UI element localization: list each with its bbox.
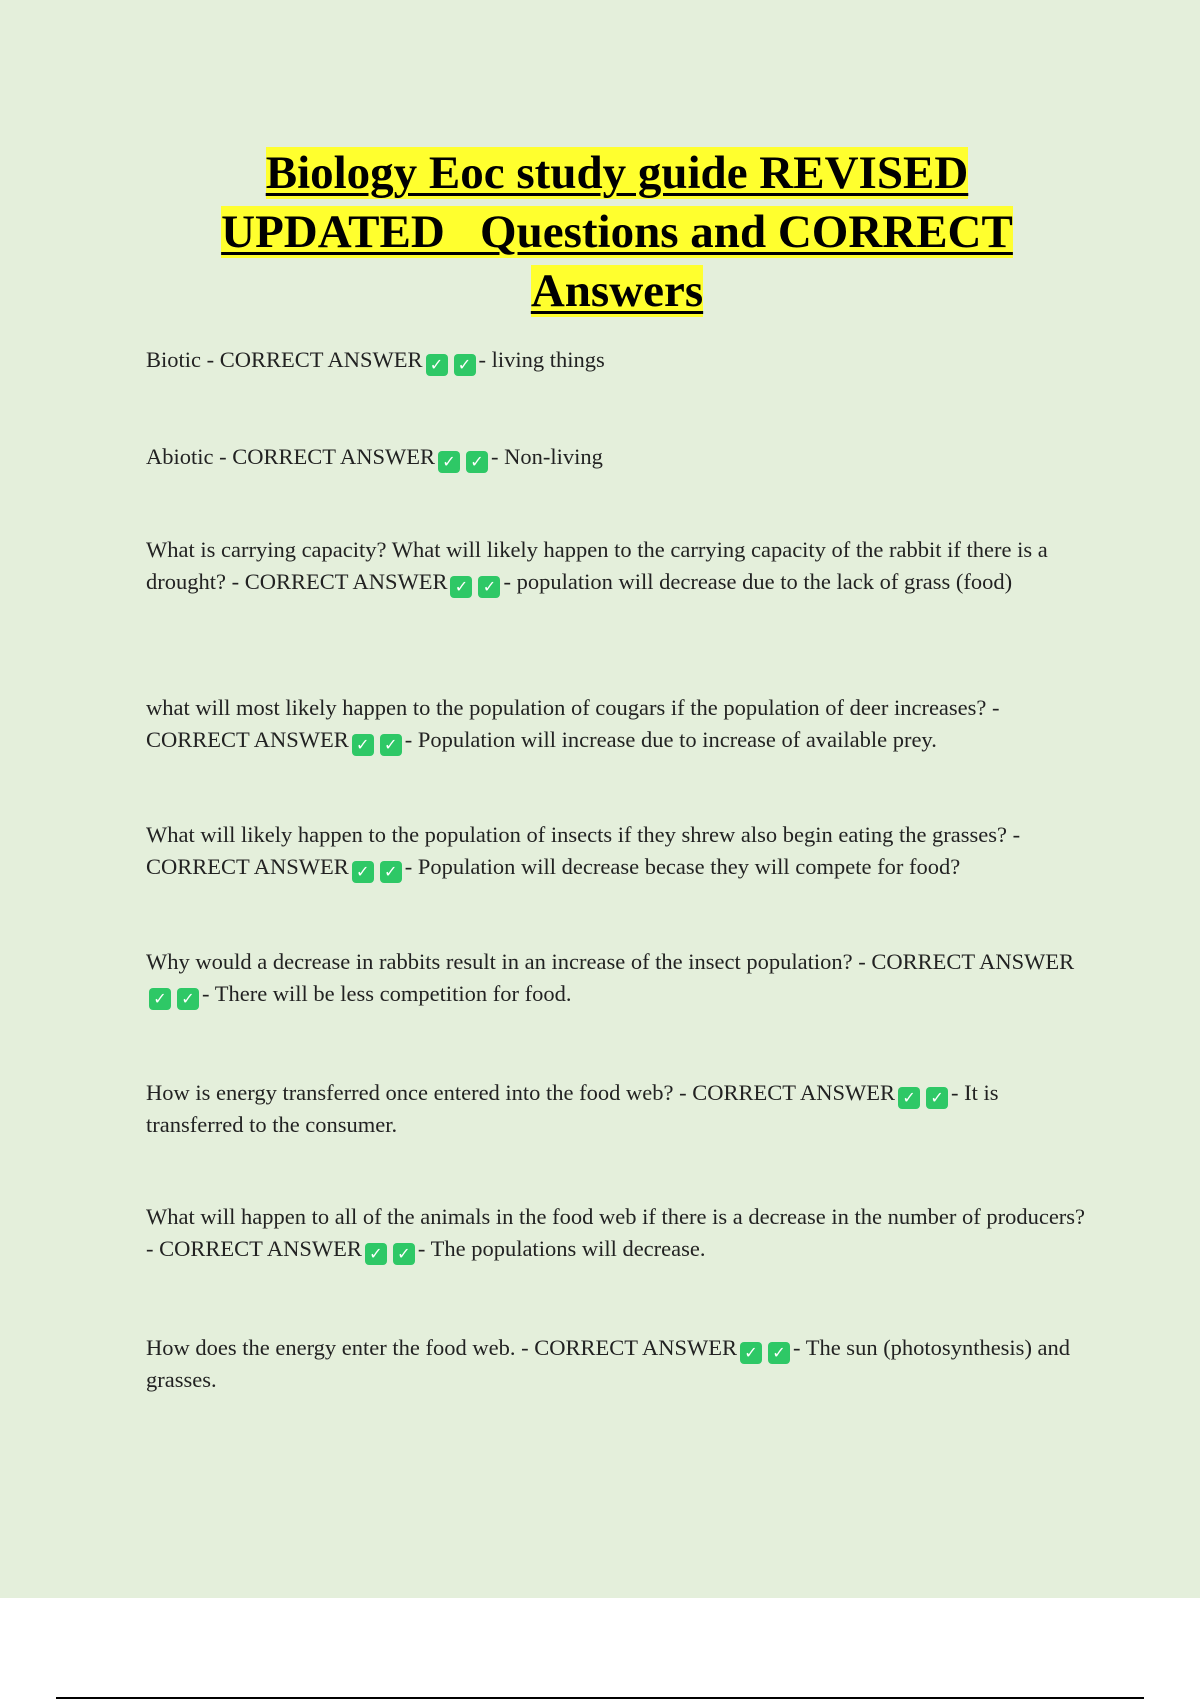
qa-entry: Biotic - CORRECT ANSWER ✓ ✓ - living things xyxy=(146,347,605,374)
check-icon: ✓ xyxy=(466,451,488,473)
check-icon: ✓ xyxy=(478,576,500,598)
title-line: Biology Eoc study guide REVISED xyxy=(265,147,969,199)
answer-marker: CORRECT ANSWER xyxy=(146,854,349,879)
answer-text: The populations will decrease. xyxy=(430,1236,706,1261)
answer-text: population will decrease due to the lack of grass (food) xyxy=(516,569,1013,594)
qa-entry: Why would a decrease in rabbits result in an increase of the insect population? - CORRECT ANSWER✓ ✓ - There will be less competition for food. xyxy=(146,949,1075,1008)
check-icon: ✓ xyxy=(380,861,402,883)
question-text: What will likely happen to the population of insects if they shrew also begin eating the grasses? xyxy=(146,822,1008,847)
answer-marker: CORRECT ANSWER xyxy=(534,1335,737,1360)
check-icon: ✓ xyxy=(450,576,472,598)
question-text: How is energy transferred once entered into the food web? xyxy=(146,1080,674,1105)
check-icon: ✓ xyxy=(352,861,374,883)
question-text: What is carrying capacity? What will likely happen to the carrying capacity of the rabbit if there is a drought? xyxy=(146,537,1048,594)
document-title xyxy=(100,144,1134,321)
check-icon: ✓ xyxy=(352,734,374,756)
check-icon: ✓ xyxy=(740,1342,762,1364)
answer-marker: CORRECT ANSWER xyxy=(232,444,435,469)
check-icon: ✓ xyxy=(438,451,460,473)
answer-text: Non-living xyxy=(504,444,603,469)
answer-text: The sun (photosynthesis) and grasses. xyxy=(146,1335,1071,1392)
check-icon: ✓ xyxy=(926,1087,948,1109)
answer-text: living things xyxy=(491,347,605,372)
question-text: Why would a decrease in rabbits result in an increase of the insect population? xyxy=(146,949,853,974)
question-text: Abiotic xyxy=(146,444,214,469)
check-icon: ✓ xyxy=(365,1243,387,1265)
question-text: what will most likely happen to the population of cougars if the population of deer increases? xyxy=(146,695,987,720)
check-icon: ✓ xyxy=(768,1342,790,1364)
qa-entry: What will happen to all of the animals in the food web if there is a decrease in the number of producers? - CORRECT ANSWER ✓ ✓ - The populations will decrease. xyxy=(146,1204,1086,1263)
title-line: Answers xyxy=(530,265,704,317)
footer-divider xyxy=(56,1697,1144,1699)
answer-marker: CORRECT ANSWER xyxy=(219,347,423,372)
answer-marker: CORRECT ANSWER xyxy=(146,727,349,752)
qa-entry: Abiotic - CORRECT ANSWER ✓ ✓ - Non-living xyxy=(146,444,603,471)
answer-text: There will be less competition for food. xyxy=(214,981,572,1006)
check-icon: ✓ xyxy=(177,988,199,1010)
check-icon: ✓ xyxy=(454,354,476,376)
qa-entry: What is carrying capacity? What will likely happen to the carrying capacity of the rabbit if there is a drought? - CORRECT ANSWER ✓ ✓ - population will decrease due to the lack of grass (food) xyxy=(146,537,1048,596)
question-text: What will happen to all of the animals in the food web if there is a decrease in the number of producers? xyxy=(146,1204,1086,1229)
check-icon: ✓ xyxy=(393,1243,415,1265)
answer-marker: CORRECT ANSWER xyxy=(871,949,1075,974)
answer-marker: CORRECT ANSWER xyxy=(159,1236,362,1261)
answer-marker: CORRECT ANSWER xyxy=(244,569,448,594)
answer-text: Population will decrease becase they will compete for food? xyxy=(417,854,961,879)
answer-marker: CORRECT ANSWER xyxy=(692,1080,896,1105)
question-text: Biotic xyxy=(146,347,201,372)
answer-text: Population will increase due to increase of available prey. xyxy=(417,727,937,752)
check-icon: ✓ xyxy=(380,734,402,756)
qa-entry: what will most likely happen to the population of cougars if the population of deer increases? - CORRECT ANSWER ✓ ✓ - Population will increase due to increase of available prey. xyxy=(146,695,1000,754)
qa-entry: How does the energy enter the food web. - CORRECT ANSWER ✓ ✓ - The sun (photosynthesis) and grasses. xyxy=(146,1335,1071,1392)
title-line: UPDATED Questions and CORRECT xyxy=(221,206,1013,258)
check-icon: ✓ xyxy=(426,354,448,376)
answer-text: It is transferred to the consumer. xyxy=(146,1080,999,1137)
check-icon: ✓ xyxy=(898,1087,920,1109)
qa-entry: What will likely happen to the population of insects if they shrew also begin eating the grasses? - CORRECT ANSWER ✓ ✓ - Population will decrease becase they will compete for food? xyxy=(146,822,1021,881)
qa-entry: How is energy transferred once entered into the food web? - CORRECT ANSWER ✓ ✓ - It is transferred to the consumer. xyxy=(146,1080,999,1137)
question-text: How does the energy enter the food web. xyxy=(146,1335,516,1360)
check-icon: ✓ xyxy=(149,988,171,1010)
